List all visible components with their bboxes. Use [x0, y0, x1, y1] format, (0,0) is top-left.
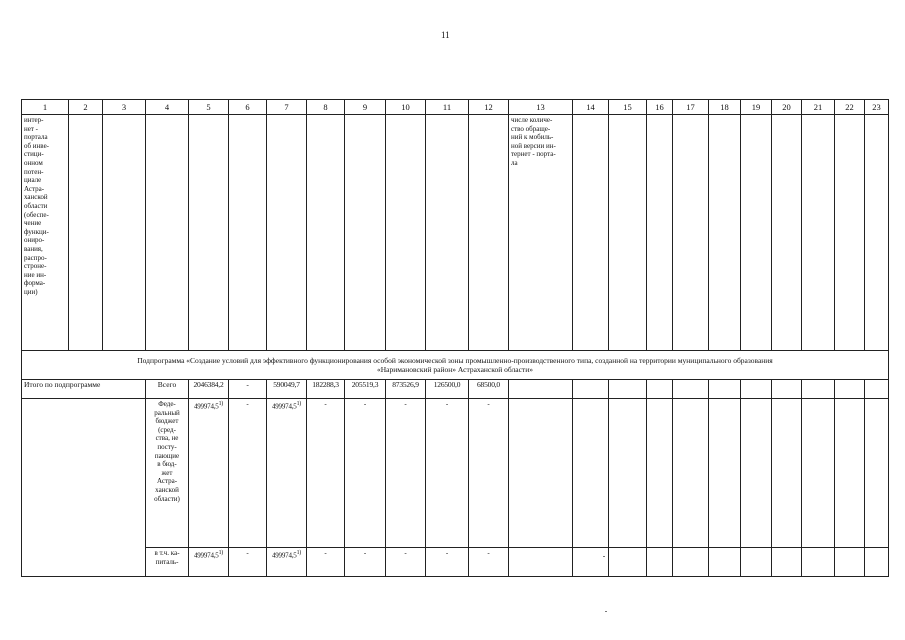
empty-cell — [229, 115, 267, 351]
value-cell: 499974,5$^{1)}$ — [189, 548, 229, 577]
empty-cell — [146, 115, 189, 351]
value-cell: - — [469, 399, 509, 548]
empty-cell — [835, 115, 865, 351]
header-cell: 17 — [673, 100, 709, 115]
value-cell: - — [229, 399, 267, 548]
empty-cell — [573, 115, 609, 351]
empty-cell — [741, 399, 772, 548]
value-cell: - — [345, 399, 386, 548]
empty-cell — [609, 548, 647, 577]
value-cell: - — [307, 399, 345, 548]
empty-cell — [426, 115, 469, 351]
activity-description-cell: интер- нет - портала об инве- стици- онном потен- циале Астра- ханской области (обеспе- чение функци- ониро- вания, распро- строне- ние ин- форма- ции) — [22, 115, 69, 351]
empty-cell — [709, 115, 741, 351]
program-table — [21, 99, 889, 577]
empty-cell — [22, 548, 146, 577]
empty-cell — [709, 399, 741, 548]
value-cell: 2046384,2 — [189, 380, 229, 399]
empty-cell — [865, 548, 889, 577]
empty-cell — [741, 548, 772, 577]
header-cell: 22 — [835, 100, 865, 115]
empty-cell — [573, 380, 609, 399]
empty-cell — [741, 380, 772, 399]
portal-row — [22, 115, 889, 351]
total-row — [22, 380, 889, 399]
funding-kind: Феде- ральный бюджет (сред- ства, не посту- пающие в бюд- жет Астра- ханской области) — [146, 399, 189, 548]
header-row — [22, 100, 889, 115]
empty-cell — [673, 115, 709, 351]
header-cell: 18 — [709, 100, 741, 115]
empty-cell — [22, 399, 146, 548]
capital-row — [22, 548, 889, 577]
header-cell: 3 — [103, 100, 146, 115]
federal-budget-row — [22, 399, 889, 548]
value-cell: - — [229, 548, 267, 577]
empty-cell — [772, 399, 802, 548]
page-number: 11 — [441, 30, 450, 40]
empty-cell — [609, 380, 647, 399]
empty-cell — [609, 399, 647, 548]
empty-cell — [772, 380, 802, 399]
empty-cell — [802, 548, 835, 577]
empty-cell — [573, 399, 609, 548]
value-cell: - — [386, 548, 426, 577]
header-cell: 4 — [146, 100, 189, 115]
value-cell: 590049,7 — [267, 380, 307, 399]
subprogram-row — [22, 351, 889, 380]
total-label: Итого по подпрограмме — [22, 380, 146, 399]
header-cell: 15 — [609, 100, 647, 115]
subprogram-title: Подпрограмма «Создание условий для эффективного функционирования особой экономической зоны промышленно-производственного типа, созданной на территории муниципального образования «Наримановский район» Астраханской области» — [22, 351, 889, 380]
header-cell: 5 — [189, 100, 229, 115]
value-cell: 182288,3 — [307, 380, 345, 399]
header-cell: 23 — [865, 100, 889, 115]
empty-cell — [573, 548, 609, 577]
value-cell: 205519,3 — [345, 380, 386, 399]
value-cell: 68500,0 — [469, 380, 509, 399]
empty-cell — [865, 115, 889, 351]
empty-cell — [865, 380, 889, 399]
header-cell: 6 — [229, 100, 267, 115]
empty-cell — [189, 115, 229, 351]
empty-cell — [647, 399, 673, 548]
header-cell: 20 — [772, 100, 802, 115]
funding-kind: в т.ч. ка- питаль- — [146, 548, 189, 577]
empty-cell — [647, 548, 673, 577]
empty-cell — [103, 115, 146, 351]
empty-cell — [386, 115, 426, 351]
header-cell: 2 — [69, 100, 103, 115]
value-cell: - — [307, 548, 345, 577]
empty-cell — [307, 115, 345, 351]
value-cell: 499974,5$^{1)}$ — [267, 548, 307, 577]
funding-kind: Всего — [146, 380, 189, 399]
empty-cell — [802, 399, 835, 548]
header-cell: 11 — [426, 100, 469, 115]
empty-cell — [772, 115, 802, 351]
header-cell: 21 — [802, 100, 835, 115]
empty-cell — [865, 399, 889, 548]
value-cell: 126500,0 — [426, 380, 469, 399]
value-cell: 499974,5$^{1)}$ — [189, 399, 229, 548]
empty-cell — [741, 115, 772, 351]
empty-cell — [772, 548, 802, 577]
empty-cell — [673, 380, 709, 399]
value-cell: 499974,5$^{1)}$ — [267, 399, 307, 548]
value-cell: 873526,9 — [386, 380, 426, 399]
empty-cell — [267, 115, 307, 351]
value-cell: - — [386, 399, 426, 548]
empty-cell — [673, 399, 709, 548]
empty-cell — [802, 380, 835, 399]
value-cell: - — [345, 548, 386, 577]
header-cell: 10 — [386, 100, 426, 115]
empty-cell — [69, 115, 103, 351]
empty-cell — [835, 399, 865, 548]
header-cell: 7 — [267, 100, 307, 115]
value-cell: - — [426, 399, 469, 548]
value-cell: - — [469, 548, 509, 577]
header-cell: 14 — [573, 100, 609, 115]
empty-cell — [709, 548, 741, 577]
header-cell: 8 — [307, 100, 345, 115]
header-cell: 12 — [469, 100, 509, 115]
empty-cell — [609, 115, 647, 351]
header-cell: 9 — [345, 100, 386, 115]
header-cell: 13 — [509, 100, 573, 115]
header-cell: 1 — [22, 100, 69, 115]
empty-cell — [509, 399, 573, 548]
indicator-cell: числе количе- ство обраще- ний к мобиль- ной версии ин- тернет - порта- ла — [509, 115, 573, 351]
empty-cell — [647, 380, 673, 399]
empty-cell — [647, 115, 673, 351]
scan-speck — [605, 611, 607, 612]
empty-cell — [835, 548, 865, 577]
empty-cell — [509, 380, 573, 399]
header-cell: 19 — [741, 100, 772, 115]
value-cell: - — [229, 380, 267, 399]
scan-speck — [603, 556, 605, 557]
empty-cell — [802, 115, 835, 351]
empty-cell — [835, 380, 865, 399]
value-cell: - — [426, 548, 469, 577]
empty-cell — [673, 548, 709, 577]
empty-cell — [509, 548, 573, 577]
empty-cell — [345, 115, 386, 351]
header-cell: 16 — [647, 100, 673, 115]
empty-cell — [709, 380, 741, 399]
empty-cell — [469, 115, 509, 351]
